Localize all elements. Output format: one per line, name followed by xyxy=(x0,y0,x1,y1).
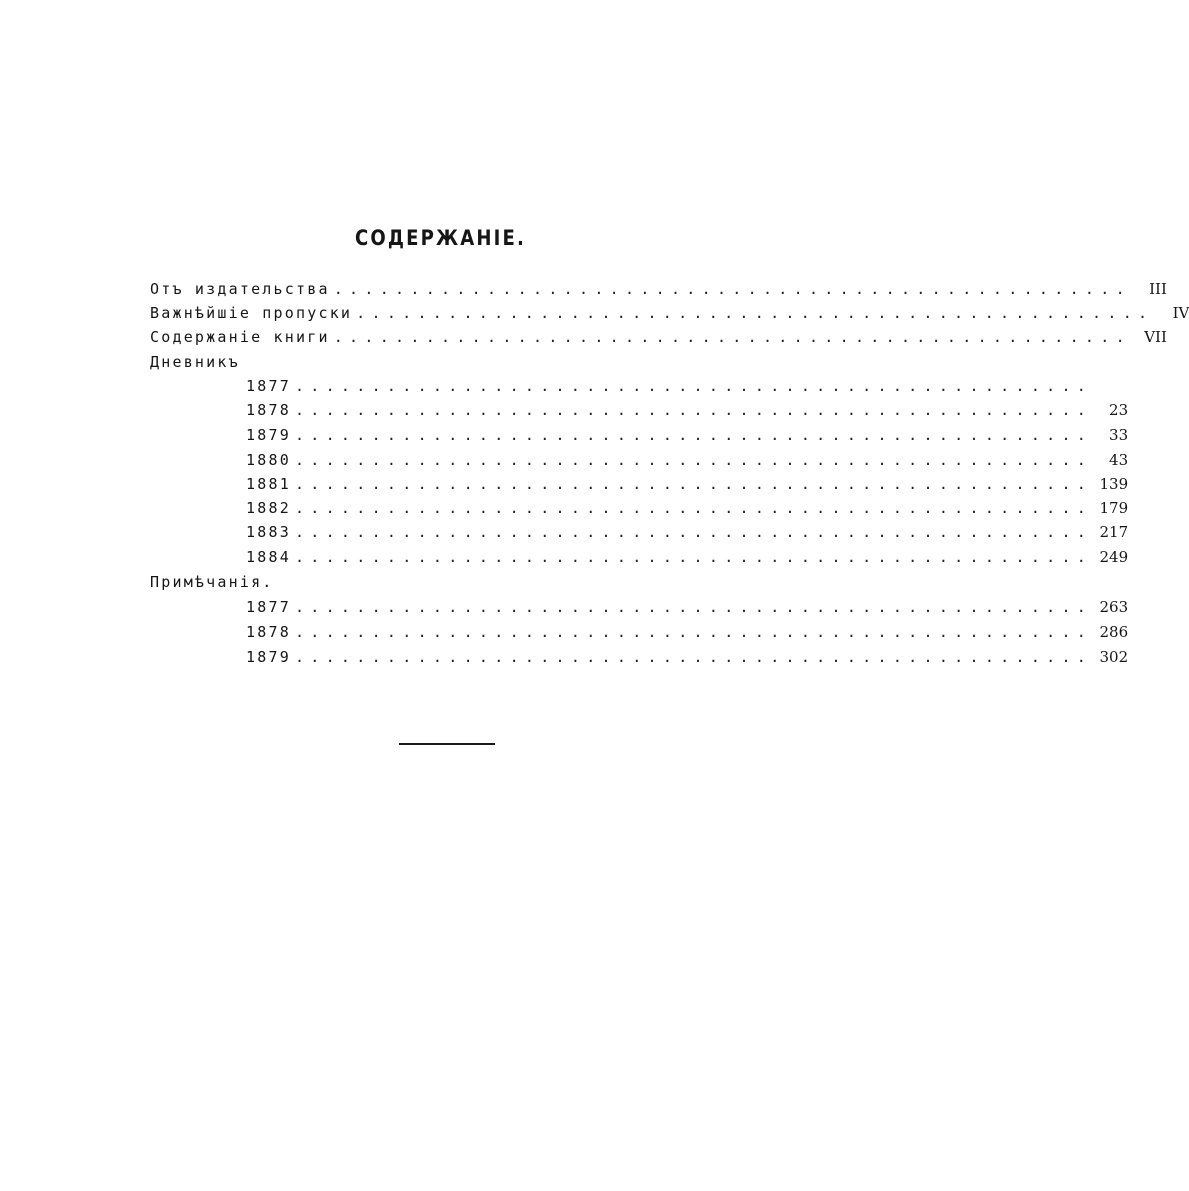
dot-leader: .................................................... xyxy=(294,523,1093,541)
toc-entry-label: 1879 xyxy=(246,648,291,666)
toc-entry-label: Важнѣйшіе пропуски xyxy=(150,304,353,322)
toc-entry-label: Содержаніе книги xyxy=(150,328,330,346)
toc-entry-label: Отъ издательства xyxy=(150,280,330,298)
toc-entry-diary-1878[interactable] xyxy=(246,399,1129,421)
dot-leader: .................................................... xyxy=(294,377,1093,395)
toc-entry-notes-1878[interactable] xyxy=(246,621,1129,643)
dot-leader: .................................................... xyxy=(356,304,1154,322)
dot-leader: .................................................... xyxy=(294,598,1093,616)
toc-entry-notes-1879[interactable] xyxy=(246,646,1129,668)
toc-entry-label: 1878 xyxy=(246,623,291,641)
dot-leader: .................................................... xyxy=(294,401,1093,419)
closing-rule xyxy=(399,743,495,745)
toc-entry-contents[interactable] xyxy=(150,326,1167,348)
toc-entry-page: 249 xyxy=(1099,548,1129,566)
section-notes[interactable]: Примѣчанія. xyxy=(150,573,274,591)
toc-entry-label: 1881 xyxy=(246,475,291,493)
dot-leader: .................................................... xyxy=(294,499,1093,517)
toc-entry-label: 1879 xyxy=(246,426,291,444)
toc-entry-diary-1882[interactable] xyxy=(246,497,1129,519)
page-title: СОДЕРЖАНІЕ. xyxy=(355,226,527,250)
toc-entry-page: 179 xyxy=(1099,499,1129,517)
toc-entry-page: 139 xyxy=(1099,475,1129,493)
toc-entry-page: 217 xyxy=(1099,523,1129,541)
toc-entry-label: 1877 xyxy=(246,598,291,616)
toc-entry-diary-1884[interactable] xyxy=(246,546,1129,568)
toc-entry-label: 1880 xyxy=(246,451,291,469)
toc-entry-page: 33 xyxy=(1109,426,1129,444)
dot-leader: .................................................... xyxy=(294,623,1093,641)
toc-entry-diary-1879[interactable] xyxy=(246,424,1129,446)
toc-entry-diary-1880[interactable] xyxy=(246,449,1129,471)
dot-leader: .................................................... xyxy=(294,548,1093,566)
dot-leader: .................................................... xyxy=(333,280,1131,298)
toc-entry-label: 1884 xyxy=(246,548,291,566)
dot-leader: .................................................... xyxy=(294,648,1093,666)
dot-leader: .................................................... xyxy=(294,475,1093,493)
toc-entry-page: IV xyxy=(1172,304,1189,322)
toc-entry-page: VII xyxy=(1144,328,1167,346)
dot-leader: .................................................... xyxy=(294,426,1093,444)
toc-entry-notes-1877[interactable] xyxy=(246,596,1129,618)
toc-entry-label: 1877 xyxy=(246,377,291,395)
dot-leader: .................................................... xyxy=(294,451,1093,469)
toc-entry-page: 43 xyxy=(1109,451,1129,469)
toc-entry-omissions[interactable] xyxy=(150,302,1189,324)
toc-entry-label: 1883 xyxy=(246,523,291,541)
toc-entry-diary-1881[interactable] xyxy=(246,473,1129,495)
toc-entry-publisher[interactable] xyxy=(150,278,1167,300)
toc-entry-diary-1883[interactable] xyxy=(246,521,1129,543)
toc-entry-page: 23 xyxy=(1109,401,1129,419)
toc-entry-page: 286 xyxy=(1099,623,1129,641)
section-diary[interactable]: Дневникъ xyxy=(150,353,240,371)
toc-entry-label: 1882 xyxy=(246,499,291,517)
dot-leader: .................................................... xyxy=(333,328,1131,346)
toc-entry-page: 263 xyxy=(1099,598,1129,616)
toc-entry-diary-1877[interactable] xyxy=(246,375,1093,397)
toc-entry-label: 1878 xyxy=(246,401,291,419)
toc-entry-page: 302 xyxy=(1099,648,1129,666)
toc-entry-page: III xyxy=(1149,280,1167,298)
